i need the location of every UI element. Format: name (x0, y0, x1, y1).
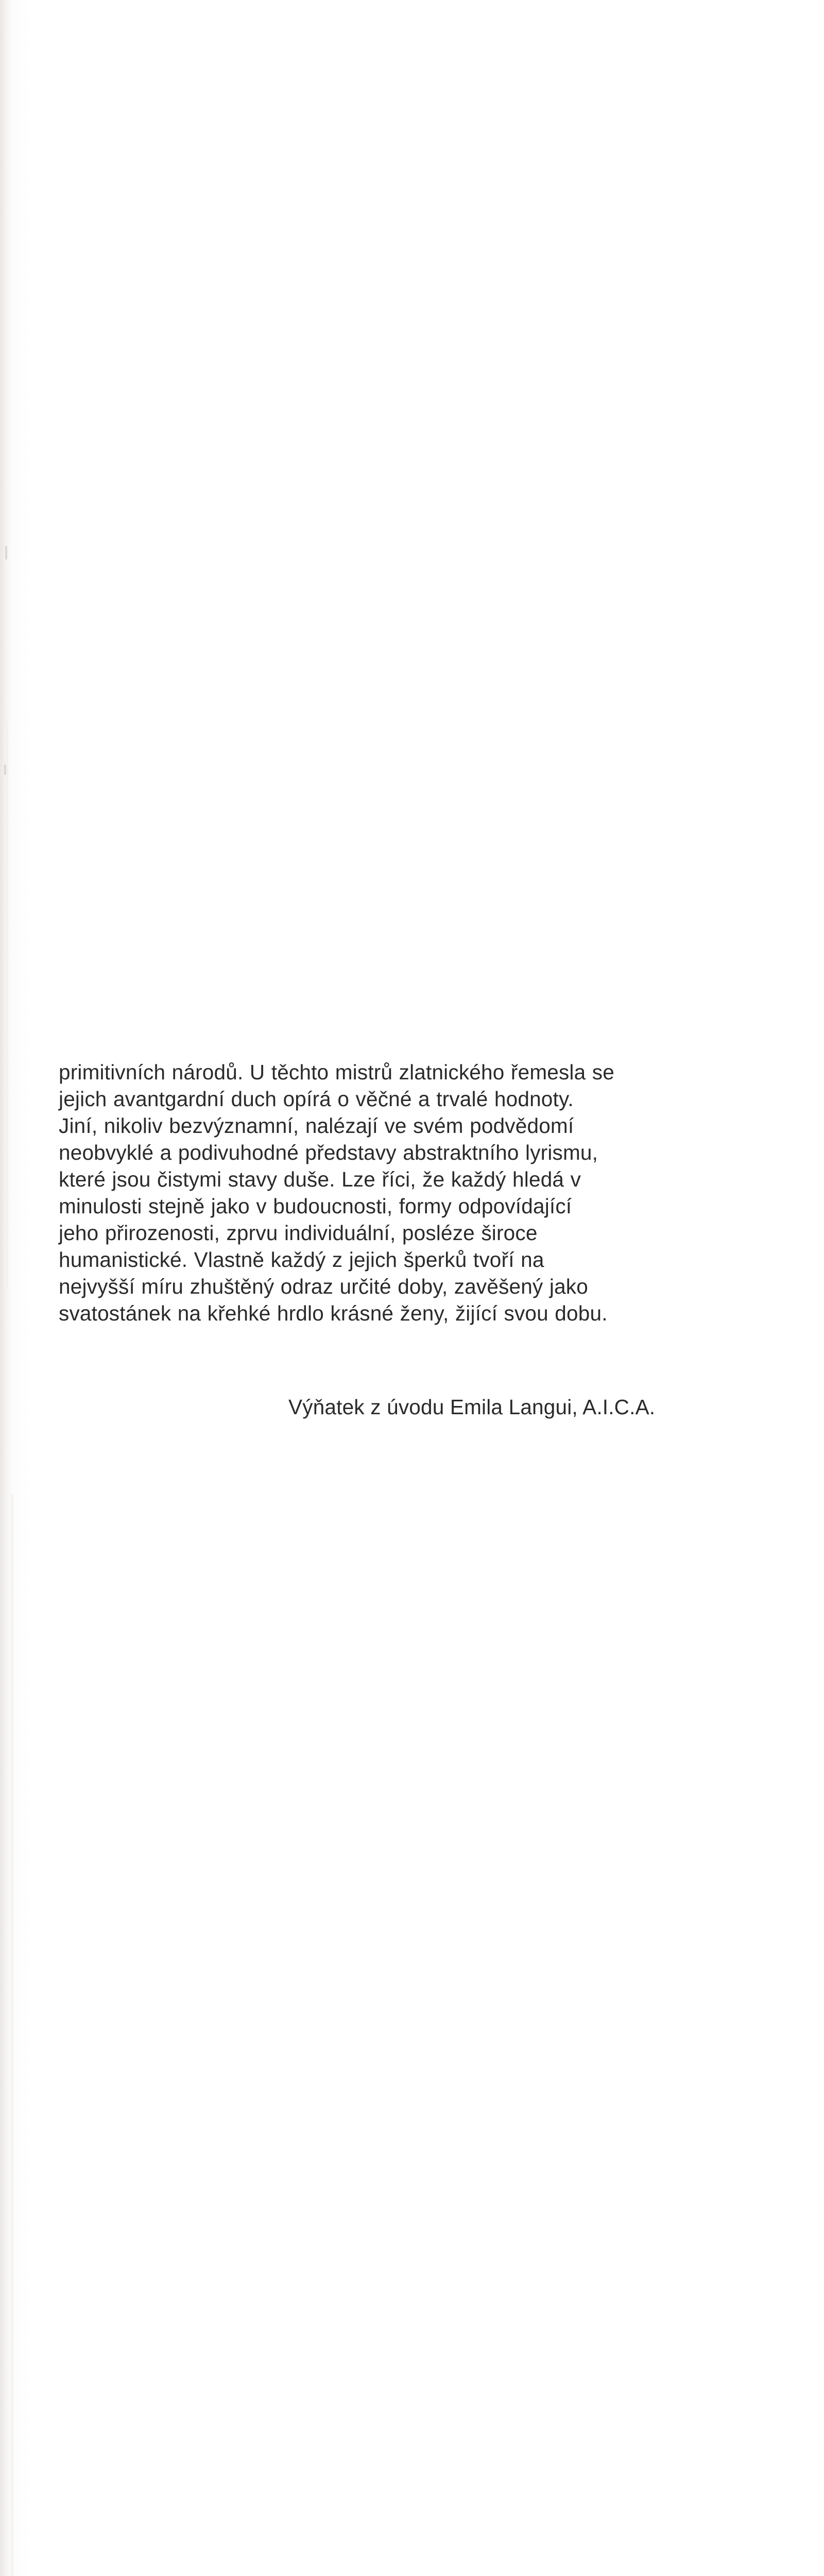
text-line: minulosti stejně jako v budoucnosti, formy odpovídající (59, 1194, 572, 1218)
text-line: primitivních národů. U těchto mistrů zlatnického řemesla se (59, 1060, 614, 1084)
text-line: humanistické. Vlastně každý z jejich šperků tvoří na (59, 1248, 544, 1272)
attribution: Výňatek z úvodu Emila Langui, A.I.C.A. (288, 1395, 656, 1419)
fold-line (7, 721, 10, 1288)
text-line: svatostánek na křehké hrdlo krásné ženy, žijící svou dobu. (59, 1301, 608, 1325)
text-line: nejvyšší míru zhuštěný odraz určité doby, zavěšený jako (59, 1275, 588, 1298)
page-edge-shadow (0, 0, 36, 2576)
edge-mark (4, 765, 6, 775)
text-line: jeho přirozenosti, zprvu individuální, posléze široce (59, 1221, 538, 1245)
text-line: jejich avantgardní duch opírá o věčné a trvalé hodnoty. (59, 1087, 574, 1111)
edge-mark (5, 546, 7, 560)
fold-line (11, 1494, 15, 2576)
text-line: neobvyklé a podivuhodné představy abstraktního lyrismu, (59, 1141, 598, 1164)
body-paragraph (59, 1059, 795, 1327)
text-line: které jsou čistymi stavy duše. Lze říci, že každý hledá v (59, 1167, 581, 1191)
text-line: Jiní, nikoliv bezvýznamní, nalézají ve svém podvědomí (59, 1114, 574, 1138)
